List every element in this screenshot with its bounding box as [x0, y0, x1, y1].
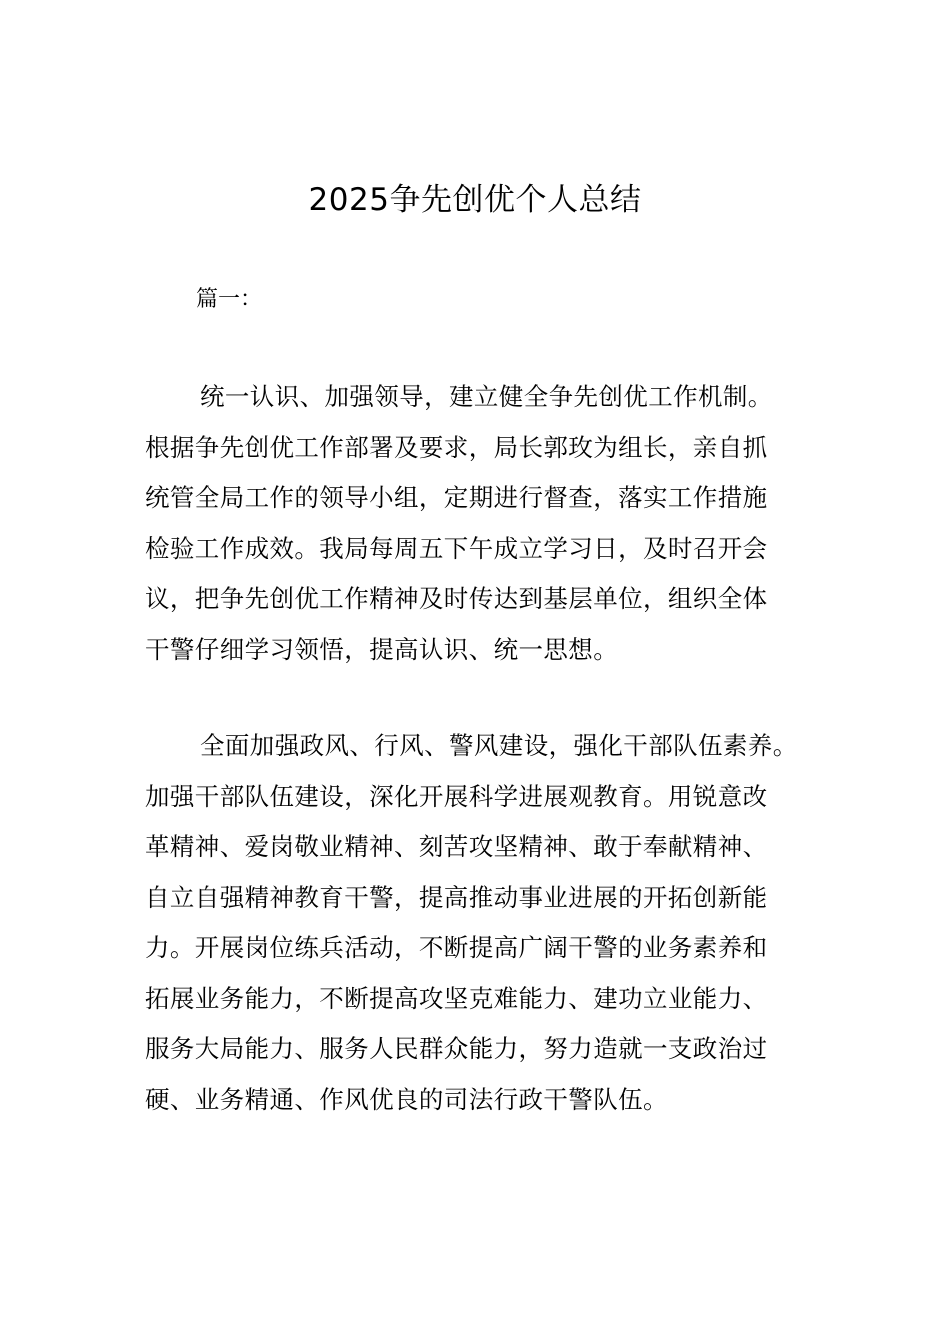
section-label: 篇一：: [196, 287, 263, 312]
paragraph-line: 自立自强精神教育干警，提高推动事业进展的开拓创新能: [145, 882, 768, 912]
paragraph-line: 统管全局工作的领导小组，定期进行督查，落实工作措施: [145, 483, 768, 512]
paragraph-line: 力。开展岗位练兵活动，不断提高广阔干警的业务素养和: [145, 933, 768, 962]
document-title: 2025争先创优个人总结: [308, 182, 642, 218]
paragraph-line: 根据争先创优工作部署及要求，局长郭玫为组长，亲自抓: [145, 432, 768, 462]
paragraph-line: 干警仔细学习领悟，提高认识、统一思想。: [145, 634, 619, 664]
paragraph-2: [145, 721, 815, 1125]
paragraph-line: 全面加强政风、行风、警风建设，强化干部队伍素养。: [200, 731, 798, 760]
paragraph-line: 统一认识、加强领导，建立健全争先创优工作机制。: [200, 382, 773, 411]
paragraph-line: 议，把争先创优工作精神及时传达到基层单位，组织全体: [145, 584, 768, 613]
paragraph-line: 检验工作成效。我局每周五下午成立学习日，及时召开会: [145, 533, 768, 563]
paragraph-line: 革精神、爱岗敬业精神、刻苦攻坚精神、敢于奉献精神、: [145, 832, 768, 861]
paragraph-1: [145, 372, 815, 675]
paragraph-line: 硬、业务精通、作风优良的司法行政干警队伍。: [145, 1084, 668, 1114]
paragraph-line: 服务大局能力、服务人民群众能力，努力造就一支政治过: [145, 1034, 768, 1063]
paragraph-line: 加强干部队伍建设，深化开展科学进展观教育。用锐意改: [145, 781, 768, 811]
paragraph-line: 拓展业务能力，不断提高攻坚克难能力、建功立业能力、: [145, 983, 768, 1013]
